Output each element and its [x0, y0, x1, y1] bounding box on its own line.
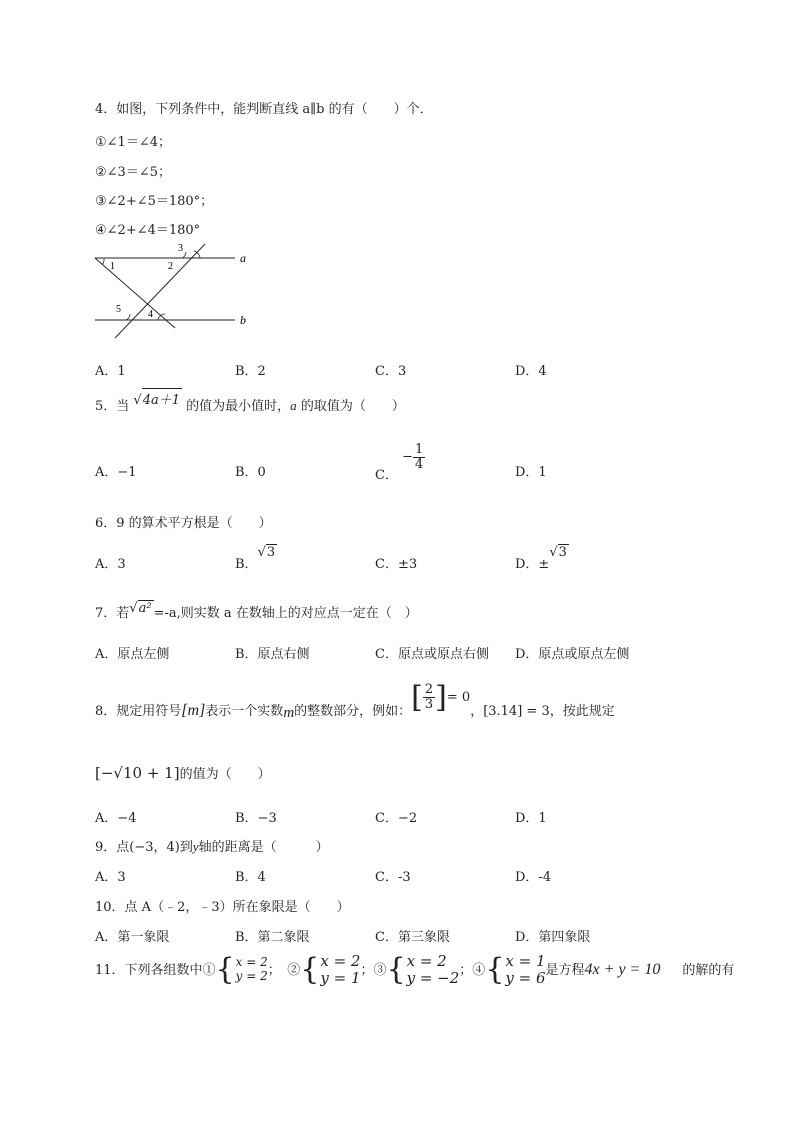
q11-system3-brace: {: [386, 952, 406, 988]
q4-stem: 4．如图，下列条件中，能判断直线 a∥b 的有（ ）个．: [95, 102, 433, 117]
q11-sep2: ；③: [360, 962, 387, 978]
q11-suffix: 的解的有: [682, 962, 735, 978]
q8-option-b: B．−3: [235, 811, 277, 826]
q6-option-d-label: D．±: [515, 557, 550, 572]
q6-stem: 6．9 的算术平方根是（ ）: [95, 516, 272, 531]
q8-bracket-right: ]: [435, 680, 447, 715]
q8-example2: [3.14] = 3: [483, 704, 550, 719]
q6-option-b-radicand: 3: [266, 545, 276, 560]
q10-stem: 10．点 A（﹣2，﹣3）所在象限是（ ）: [95, 900, 350, 915]
q4-option-d: D．4: [515, 364, 547, 379]
q7-radicand: a²: [138, 601, 152, 616]
q8-tail: ，按此规定: [549, 704, 615, 719]
angle-1-arc: [102, 258, 104, 265]
q8-option-d: D．1: [515, 811, 547, 826]
q5-option-c-sign: −: [402, 449, 413, 465]
angle-label-1: 1: [110, 261, 115, 272]
q9-var: y: [192, 839, 199, 854]
q11-system4-eq1: x = 1: [505, 952, 546, 970]
q5-sqrt: √4a＋1: [133, 388, 182, 408]
q4-cond-1: ①∠1＝∠4；: [95, 135, 171, 150]
angle-label-5: 5: [116, 304, 121, 315]
q7-option-d: D．原点或原点左侧: [515, 647, 630, 662]
q11-system1-eq1: x = 2: [235, 955, 268, 970]
q8-example-denominator: 3: [424, 697, 434, 712]
q8-bracket-left: [: [411, 680, 423, 715]
q5-option-c: [375, 442, 425, 483]
q11-system3-eq1: x = 2: [406, 952, 447, 970]
q6-option-d: [515, 541, 569, 572]
q5-option-c-denominator: 4: [415, 456, 424, 472]
q7-option-c: C．原点或原点右侧: [375, 647, 489, 662]
q6-option-d-sqrt: √3: [549, 545, 567, 560]
q10-option-d: D．第四象限: [515, 930, 591, 945]
q5-suffix: 的值为最小值时，: [186, 399, 291, 414]
q8-example-fraction: [423, 683, 435, 711]
q11-equation: 4x + y = 10: [584, 960, 661, 978]
q6-option-a: A．3: [95, 557, 126, 572]
q10-option-a: A．第一象限: [95, 930, 170, 945]
q8-mid2: 的整数部分，例如：: [294, 704, 412, 719]
q11-system2: [320, 953, 360, 988]
q6-option-b-sqrt: √3: [257, 545, 276, 560]
q8-mid: 表示一个实数: [205, 704, 284, 719]
q8-var: m: [283, 705, 295, 721]
q7-stem: [95, 602, 418, 621]
q8-prefix: 8．规定用符号: [95, 704, 182, 719]
q11-mid: 是方程: [545, 962, 585, 978]
q8-stem: [95, 680, 615, 721]
q6-option-b: [235, 541, 277, 572]
q8-option-a: A．−4: [95, 811, 137, 826]
q11-system3: [407, 953, 460, 988]
q9-stem-text2: 轴的距离是（ ）: [198, 840, 329, 855]
q4-cond-3: ③∠2+∠5＝180°；: [95, 194, 214, 209]
q6-option-d-radicand: 3: [558, 545, 567, 560]
q8-example-numerator: 2: [424, 682, 434, 698]
q4-option-b: B．2: [235, 364, 266, 379]
q5-radicand: 4a＋1: [142, 388, 182, 408]
q4-cond-2: ②∠3＝∠5；: [95, 165, 171, 180]
q11-system2-eq2: y = 1: [320, 969, 361, 988]
q11-sep1: ； ②: [267, 962, 301, 978]
q5-suffix2: 的取值为（ ）: [300, 399, 405, 414]
q5-option-a-label: A．: [95, 465, 118, 480]
q4-option-a: A．1: [95, 364, 126, 379]
q8-symbol: [m]: [181, 702, 206, 719]
q11-system1-eq2: y = 2: [235, 969, 268, 984]
q6-option-c: C．±3: [375, 557, 418, 572]
q4-cond-4: ④∠2+∠4＝180°: [95, 223, 201, 238]
angle-5-arc: [126, 314, 130, 320]
q8-option-c: C．−2: [375, 811, 418, 826]
q5-option-a-value: −1: [117, 465, 137, 480]
q11-system1: [236, 956, 268, 984]
q5-option-c-numerator: 1: [415, 442, 424, 457]
parallel-lines-figure: [90, 240, 260, 340]
q5-var: a: [290, 398, 297, 413]
q11-system4-eq2: y = 6: [505, 969, 546, 988]
angle-label-2: 2: [168, 261, 173, 272]
q10-option-b: B．第二象限: [235, 930, 310, 945]
q8-example-equals: = 0: [446, 690, 471, 705]
q5-option-c-fraction: [413, 443, 425, 471]
q5-prefix: 5．当: [95, 399, 130, 414]
q11-system4-brace: {: [485, 952, 505, 988]
q9-option-b: B．4: [235, 870, 266, 885]
q5-stem: [95, 394, 405, 414]
q4-option-c: C．3: [375, 364, 407, 379]
q8-expression: [−√10 + 1]: [95, 764, 180, 782]
q11-system2-brace: {: [300, 952, 320, 988]
line-label-a: a: [240, 251, 246, 265]
q8-line2-suffix: 的值为（ ）: [179, 767, 271, 782]
angle-label-3: 3: [178, 243, 183, 254]
q7-sqrt: √a²: [129, 601, 152, 616]
q11-system2-eq1: x = 2: [320, 952, 361, 970]
q9-stem: [95, 836, 329, 855]
angle-4-arc: [158, 314, 165, 320]
q11-system3-eq2: y = −2: [406, 969, 460, 988]
q9-option-a: A．3: [95, 870, 126, 885]
q8-comma: ，: [470, 704, 484, 719]
q10-option-c: C．第三象限: [375, 930, 450, 945]
q7-option-b: B．原点右侧: [235, 647, 310, 662]
q9-option-c: C．-3: [375, 870, 411, 885]
line-label-b: b: [240, 313, 246, 327]
q5-option-b: B．0: [235, 465, 266, 480]
q5-option-a: [95, 461, 137, 480]
angle-label-4: 4: [148, 309, 153, 320]
q11-system1-brace: {: [215, 952, 235, 988]
q8-line2: [95, 763, 271, 782]
q9-stem-text: 9．点(−3，4)到: [95, 840, 193, 855]
q7-prefix: 7．若: [95, 606, 130, 621]
q9-option-d: D．-4: [515, 870, 552, 885]
q11-system4: [505, 953, 545, 988]
q5-option-c-label: C．: [375, 467, 398, 483]
q7-suffix: =-a,则实数 a 在数轴上的对应点一定在（ ）: [153, 606, 418, 621]
q11-sep3: ；④: [459, 962, 486, 978]
q5-option-d: D．1: [515, 465, 547, 480]
q11-stem: [95, 953, 734, 988]
q7-option-a: A．原点左侧: [95, 647, 170, 662]
q6-option-b-label: B．: [235, 557, 258, 572]
q11-prefix: 11．下列各组数中①: [95, 962, 216, 978]
